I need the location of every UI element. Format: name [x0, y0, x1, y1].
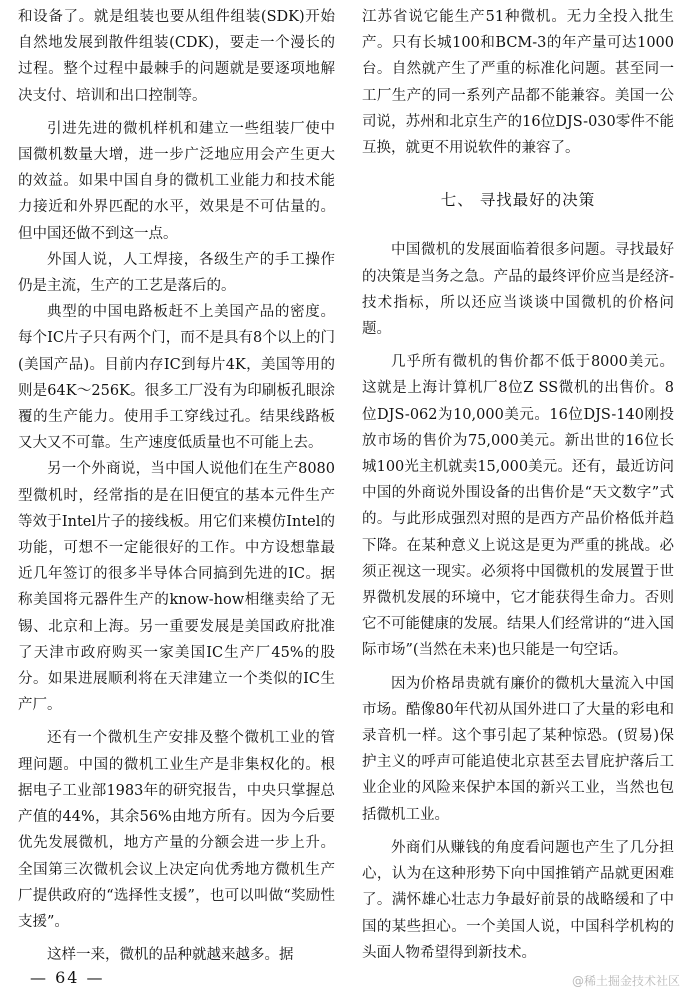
- paragraph: 中国微机的发展面临着很多问题。寻找最好的决策是当务之急。产品的最终评价应当是经济-技术指标，所以还应当谈谈中国微机的价格问题。: [362, 242, 674, 338]
- paragraph: 因为价格昂贵就有廉价的微机大量流入中国市场。酷像80年代初从国外进口了大量的彩电和录音机一样。这个事引起了某种惊恐。(贸易)保护主义的呼声可能追使北京甚至去冒庇护落后工业企业的风险来保护本国的新兴工业，当然也包括微机工业。: [362, 675, 674, 823]
- page-number: — 64 —: [30, 968, 105, 987]
- paragraph: 这样一来，微机的品种就越来越多。据: [47, 947, 294, 964]
- paragraph: 另一个外商说，当中国人说他们在生产8080型微机时，经常指的是在旧便宜的基本元件生产等效于Intel片子的接线板。用它们来模仿Intel的功能，可想不一定能很好的工作。中方设想靠最近几年签订的很多半导体合同搞到先进的IC。据称美国将元器件生产的know-how相继卖给了无锡、北京和上海。另一重要发展是美国政府批准了天津市政府购买一家美国IC生产厂45%的股分。如果进展顺利将在天津建立一个类似的IC生产厂。: [18, 461, 335, 714]
- paragraph: 还有一个微机生产安排及整个微机工业的管理问题。中国的微机工业生产是非集权化的。根据电子工业部1983年的研究报告，中央只掌握总产值的44%，其余56%由地方所有。因为今后要优先发展微机，地方产量的分额会进一步上升。全国第三次微机会议上决定向优秀地方微机生产厂提供政府的“选择性支援”，也可以叫做“奖励性支援”。: [18, 730, 335, 930]
- right-column: [362, 4, 674, 966]
- paragraph: 引进先进的微机样机和建立一些组装厂使中国微机数量大增，进一步广泛地应用会产生更大的效益。如果中国自身的微机工业能力和技术能力接近和外界匹配的水平，效果是不可估量的。但中国还做不到这一点。: [18, 120, 335, 242]
- paragraph: 外国人说，人工焊接，各级生产的手工操作仍是主流，生产的工艺是落后的。: [18, 251, 335, 295]
- paragraph-continuation: 江苏省说它能生产51种微机。无力全投入批生产。只有长城100和BCM-3的年产量可达1000台。自然就产生了严重的标准化问题。甚至同一工厂生产的同一系列产品都不能兼容。美国一公司说，苏州和北京生产的16位DJS-030零件不能互换，就更不用说软件的兼容了。: [362, 9, 674, 157]
- paragraph-continuation: 和设备了。就是组装也要从组件组装(SDK)开始自然地发展到散件组装(CDK)，要走一个漫长的过程。整个过程中最棘手的问题就是要逐项地解决支付、培训和出口控制等。: [18, 9, 335, 104]
- watermark: @稀土掘金技术社区: [571, 974, 680, 988]
- section-heading: 七、 寻找最好的决策: [440, 191, 596, 210]
- paragraph: 几乎所有微机的售价都不低于8000美元。这就是上海计算机厂8位Z SS微机的出售价。8位DJS-062为10,000美元。16位DJS-140刚投放市场的售价为75,000美元。新出世的16位长城100光主机就卖15,000美元。还有，最近访问中国的外商说外围设备的出售价是“天文数字”式的。与此形成强烈对照的是西方产品价格低并趋下降。在某种意义上说这是更为严重的挑战。必须正视这一现实。必须将中国微机的发展置于世界微机发展的环境中，它才能获得生命力。否则它不可能健康的发展。结果人们经常讲的“进入国际市场”(当然在未来)也只能是一句空话。: [362, 354, 674, 659]
- paragraph: 典型的中国电路板赶不上美国产品的密度。每个IC片子只有两个门，而不是具有8个以上的门(美国产品)。目前内存IC到每片4K，美国等用的则是64K～256K。很多工厂没有为印刷板孔眼涂覆的生产能力。使用手工穿线过孔。结果线路板又大又不可靠。生产速度低质量也不可能上去。: [18, 304, 335, 452]
- left-column: [18, 4, 335, 968]
- paragraph: 外商们从赚钱的角度看问题也产生了几分担心，认为在这种形势下向中国推销产品就更困难了。满怀雄心壮志力争最好前景的战略缓和了中国的某些担心。一个美国人说，中国科学机构的头面人物希望得到新技术。: [362, 839, 674, 961]
